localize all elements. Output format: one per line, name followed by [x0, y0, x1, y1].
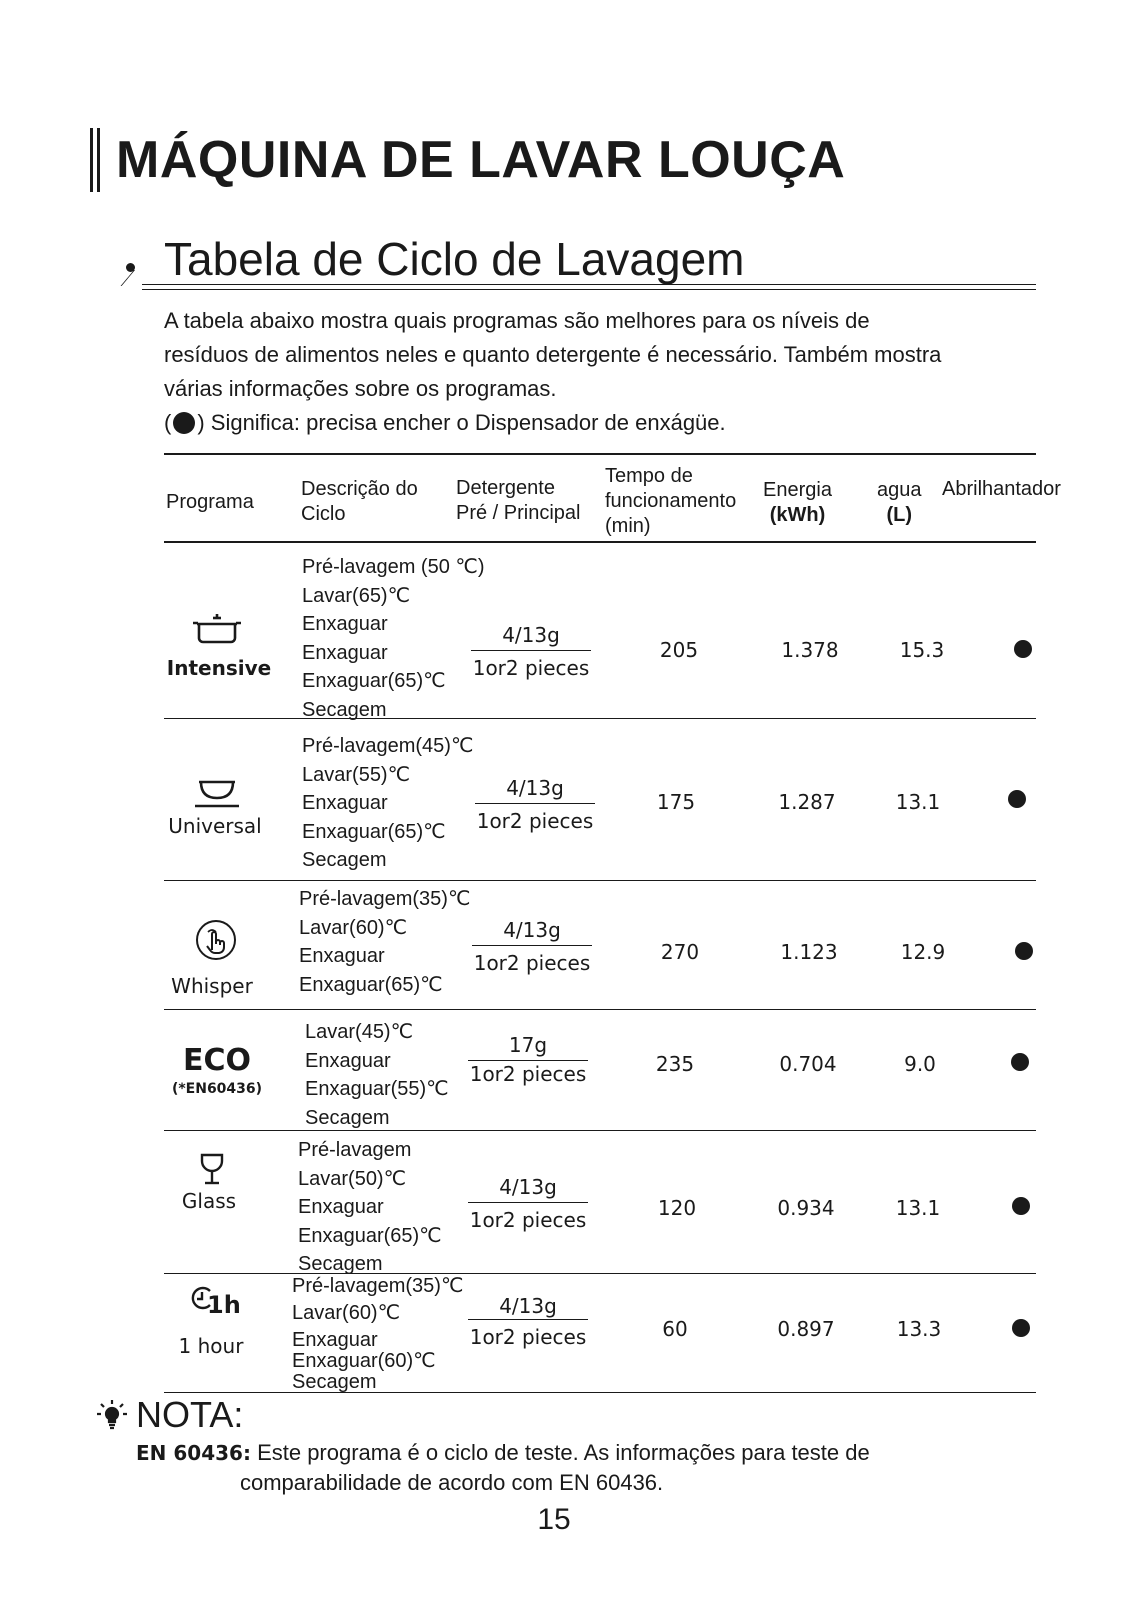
program-name-eco: ECO: [182, 1043, 251, 1078]
detergent-eco: 17g 1or2 pieces: [469, 1033, 587, 1086]
nota-label: EN 60436:: [136, 1441, 251, 1465]
cycle-description-whisper: Pré-lavagem(35)℃ Lavar(60)℃ Enxaguar Enxaguar(65)℃: [299, 888, 471, 996]
cycle-description-1hour: Pré-lavagem(35)℃ Lavar(60)℃ Enxaguar Enxaguar(60)℃ Secagem: [292, 1275, 464, 1393]
header-programa: Programa: [166, 491, 254, 513]
rinse-aid-dot-icon: [1014, 640, 1032, 658]
detergent-whisper: 4/13g 1or2 pieces: [473, 918, 591, 975]
program-name-intensive: Intensive: [166, 656, 272, 680]
header-tempo: Tempo de funcionamento (min): [605, 465, 737, 537]
detergent-universal: 4/13g 1or2 pieces: [476, 776, 594, 833]
time-whisper: 270: [660, 940, 700, 964]
energy-intensive: 1.378: [781, 638, 839, 662]
program-name-1hour: 1 hour: [178, 1334, 244, 1358]
legend-line: [164, 406, 1044, 440]
rinse-aid-dot-icon: [173, 412, 195, 434]
page-number: 15: [537, 1503, 571, 1536]
bowl-icon: [190, 776, 244, 815]
table-top-rule: [164, 453, 1036, 455]
nota-title: NOTA:: [136, 1394, 244, 1435]
cycle-description-universal: Pré-lavagem(45)℃ Lavar(55)℃ Enxaguar Enxaguar(65)℃ Secagem: [302, 735, 474, 871]
program-name-whisper: Whisper: [171, 974, 253, 998]
rinse-aid-dot-icon: [1012, 1319, 1030, 1337]
finger-touch-icon: [194, 918, 238, 967]
program-name-universal: Universal: [168, 814, 262, 838]
clock-1h-icon: [190, 1283, 240, 1325]
pot-icon: [190, 610, 244, 651]
time-1hour: 60: [662, 1317, 688, 1341]
water-universal: 13.1: [895, 790, 941, 814]
water-1hour: 13.3: [896, 1317, 942, 1341]
intro-line-1: A tabela abaixo mostra quais programas são melhores para os níveis de: [164, 308, 870, 333]
header-abrilhantador: Abrilhantador: [942, 478, 1061, 500]
clock-1h-label: 1h: [207, 1291, 241, 1319]
row-divider: [164, 1130, 1036, 1131]
section-rule-bottom: [142, 289, 1036, 290]
wine-glass-icon: [196, 1152, 228, 1191]
title-bar-decoration: [90, 128, 100, 192]
nota-text: EN 60436: Este programa é o ciclo de teste. As informações para teste de comparabilidade de acordo com EN 60436.: [136, 1440, 870, 1495]
energy-universal: 1.287: [778, 790, 836, 814]
row-divider: [164, 880, 1036, 881]
page-title: MÁQUINA DE LAVAR LOUÇA: [116, 131, 846, 189]
program-subname-eco: (*EN60436): [171, 1081, 263, 1097]
rinse-aid-dot-icon: [1012, 1197, 1030, 1215]
energy-eco: 0.704: [779, 1052, 837, 1076]
detergent-intensive: 4/13g 1or2 pieces: [472, 623, 590, 680]
row-divider: [164, 1009, 1036, 1010]
legend-text: ) Significa: precisa encher o Dispensador de enxágüe.: [197, 410, 726, 435]
time-intensive: 205: [659, 638, 699, 662]
time-glass: 120: [657, 1196, 697, 1220]
header-detergente: Detergente Pré / Principal: [456, 477, 581, 524]
water-eco: 9.0: [904, 1052, 936, 1076]
water-whisper: 12.9: [900, 940, 946, 964]
legend-open: (: [164, 410, 172, 435]
table-header-rule: [164, 541, 1036, 543]
header-agua: agua (L): [877, 479, 922, 526]
intro-line-3: várias informações sobre os programas.: [164, 376, 557, 401]
row-divider: [164, 718, 1036, 719]
intro-paragraph: [164, 304, 1044, 440]
time-universal: 175: [656, 790, 696, 814]
energy-1hour: 0.897: [777, 1317, 835, 1341]
lightbulb-icon: [96, 1398, 128, 1435]
intro-line-2: resíduos de alimentos neles e quanto detergente é necessário. Também mostra: [164, 342, 942, 367]
header-descricao: Descrição do Ciclo: [301, 478, 418, 525]
table-bottom-rule: [164, 1392, 1036, 1393]
cycle-description-glass: Pré-lavagem Lavar(50)℃ Enxaguar Enxaguar(65)℃ Secagem: [298, 1139, 442, 1275]
section-rule-top: [142, 284, 1036, 285]
water-glass: 13.1: [895, 1196, 941, 1220]
detergent-1hour: 4/13g 1or2 pieces: [469, 1294, 587, 1349]
program-name-glass: Glass: [181, 1189, 237, 1213]
time-eco: 235: [655, 1052, 695, 1076]
energy-whisper: 1.123: [780, 940, 838, 964]
water-intensive: 15.3: [899, 638, 945, 662]
rinse-aid-dot-icon: [1015, 942, 1033, 960]
rinse-aid-dot-icon: [1008, 790, 1026, 808]
cycle-description-intensive: Pré-lavagem (50 ℃) Lavar(65)℃ Enxaguar Enxaguar Enxaguar(65)℃ Secagem: [302, 556, 485, 721]
cycle-description-eco: Lavar(45)℃ Enxaguar Enxaguar(55)℃ Secagem: [305, 1021, 449, 1129]
rinse-aid-dot-icon: [1011, 1053, 1029, 1071]
energy-glass: 0.934: [777, 1196, 835, 1220]
section-title: Tabela de Ciclo de Lavagem: [164, 233, 745, 285]
header-energia: Energia (kWh): [763, 479, 832, 526]
detergent-glass: 4/13g 1or2 pieces: [469, 1175, 587, 1232]
